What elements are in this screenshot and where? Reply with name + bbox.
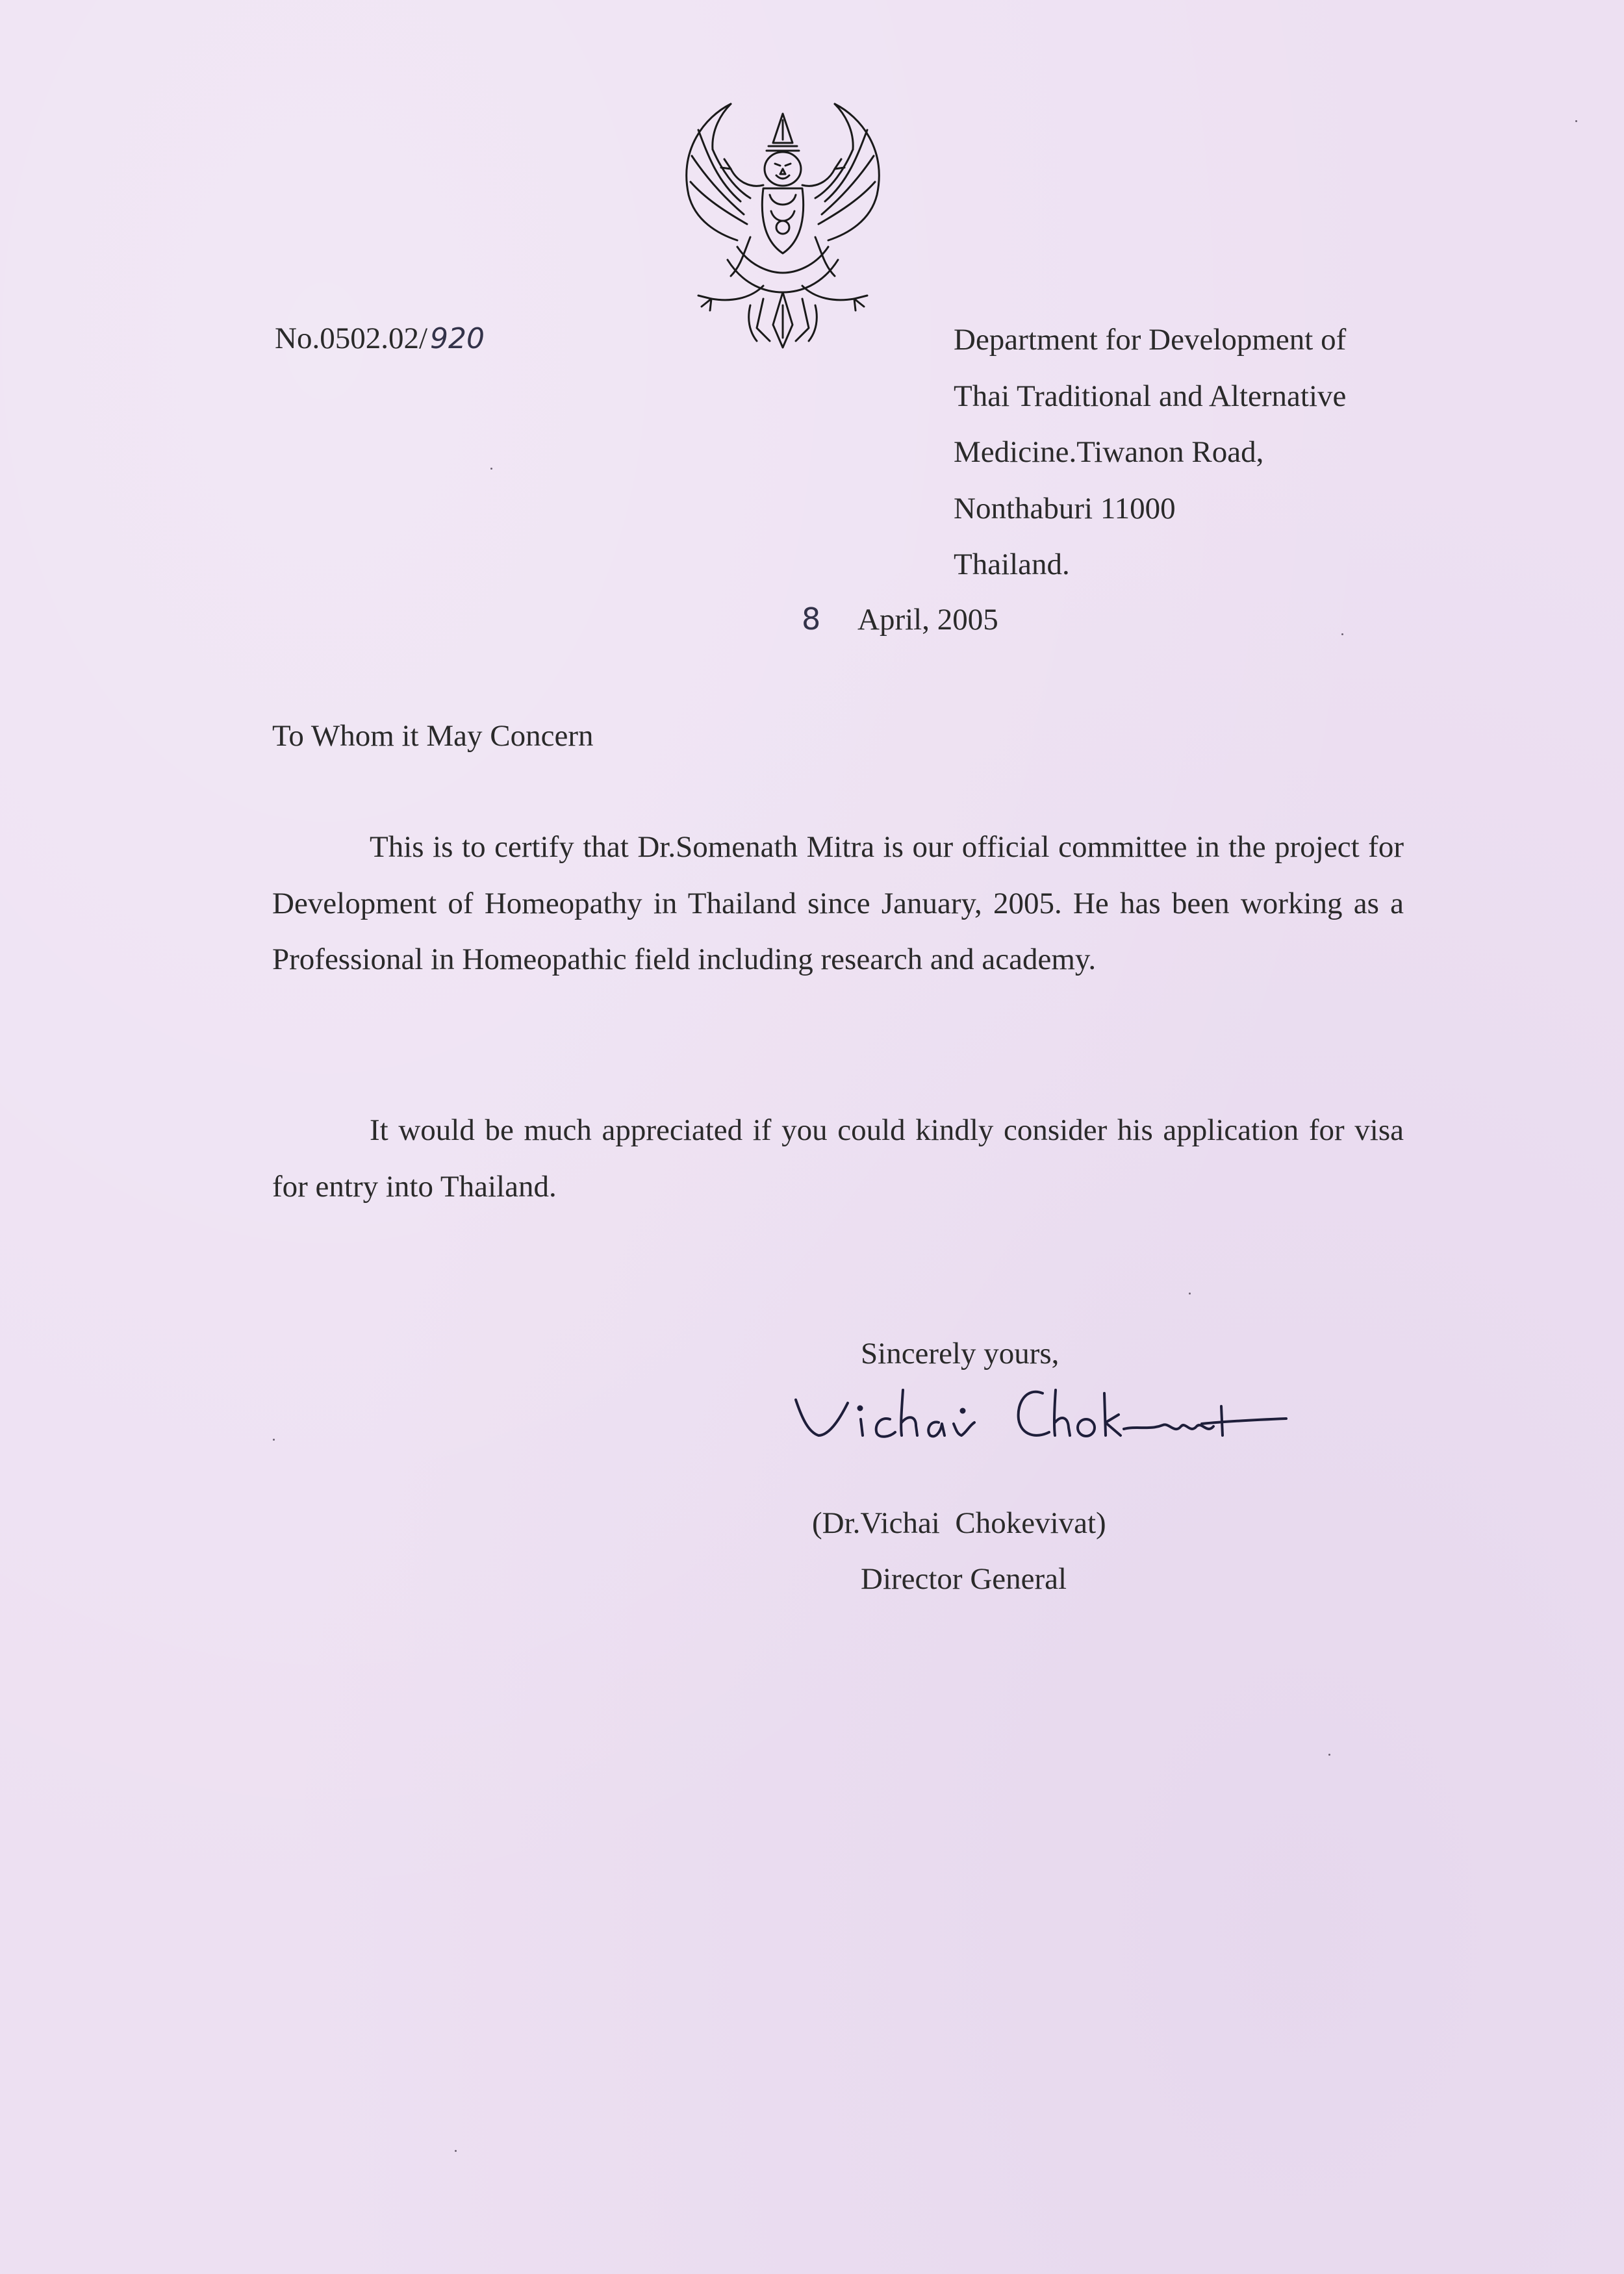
paper-speck <box>1328 1754 1330 1756</box>
signer-name: (Dr.Vichai Chokevivat) <box>812 1506 1106 1540</box>
reference-prefix: No.0502.02/ <box>275 322 427 355</box>
paper-speck <box>1575 120 1577 122</box>
body-paragraph: This is to certify that Dr.Somenath Mitra is our official committee in the project for Development of Homeopathy in Thailand since January, 2005. He has been working as a Professional in Homeopathic field including research and academy. <box>272 830 1404 976</box>
signer-title: Director General <box>861 1562 1067 1596</box>
address-line: Medicine.Tiwanon Road, <box>954 435 1264 469</box>
garuda-emblem-icon <box>659 91 906 351</box>
address-line: Nonthaburi 11000 <box>954 491 1176 525</box>
address-line: Thailand. <box>954 548 1070 581</box>
address-line: Department for Development of <box>954 323 1347 357</box>
paper-speck <box>455 2150 457 2152</box>
salutation: To Whom it May Concern <box>272 719 594 753</box>
paper-speck <box>490 468 492 470</box>
address-line: Thai Traditional and Alternative <box>954 379 1347 413</box>
letter-date <box>802 601 998 637</box>
body-paragraph: It would be much appreciated if you could kindly consider his application for visa for entry into Thailand. <box>272 1113 1404 1204</box>
paper-speck <box>273 1439 275 1441</box>
paper-speck <box>1341 633 1343 635</box>
date-handwritten-day: 8 <box>802 601 821 637</box>
date-text: April, 2005 <box>857 603 998 637</box>
handwritten-signature <box>786 1371 1306 1448</box>
sender-address <box>954 325 1346 606</box>
paper-speck <box>1189 1293 1191 1295</box>
reference-handwritten-number: 920 <box>430 322 485 355</box>
reference-number <box>275 323 485 354</box>
closing: Sincerely yours, <box>861 1337 1059 1371</box>
